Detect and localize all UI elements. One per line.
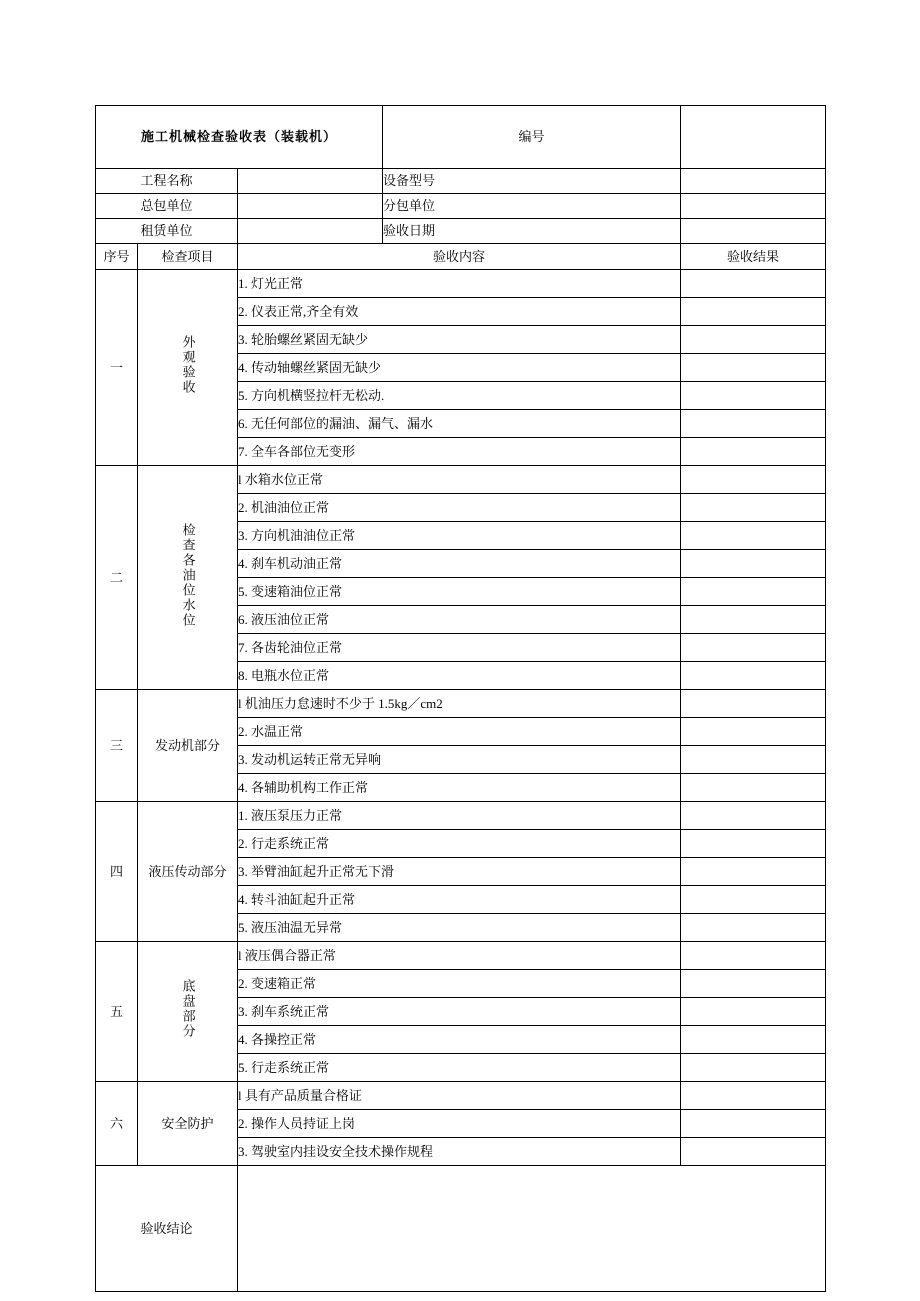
info-value-right[interactable] — [681, 194, 826, 219]
inspection-row — [96, 802, 826, 830]
section-category: 安全防护 — [138, 1082, 238, 1166]
inspection-item: 5. 变速箱油位正常 — [238, 578, 681, 606]
number-label: 编号 — [383, 106, 681, 169]
inspection-item: 1. 灯光正常 — [238, 270, 681, 298]
inspection-form-page — [95, 105, 825, 1292]
inspection-row — [96, 466, 826, 494]
inspection-item: l 具有产品质量合格证 — [238, 1082, 681, 1110]
conclusion-row — [96, 1166, 826, 1292]
inspection-item: 2. 行走系统正常 — [238, 830, 681, 858]
section-seq: 一 — [96, 270, 138, 466]
section-seq: 五 — [96, 942, 138, 1082]
inspection-item: 3. 举臂油缸起升正常无下滑 — [238, 858, 681, 886]
section-seq: 四 — [96, 802, 138, 942]
inspection-row — [96, 690, 826, 718]
inspection-item: 4. 各辅助机构工作正常 — [238, 774, 681, 802]
inspection-item: 5. 行走系统正常 — [238, 1054, 681, 1082]
inspection-item: 6. 液压油位正常 — [238, 606, 681, 634]
inspection-item: 4. 刹车机动油正常 — [238, 550, 681, 578]
info-label-left: 工程名称 — [96, 169, 238, 194]
header-result: 验收结果 — [681, 244, 826, 270]
inspection-item: 7. 各齿轮油位正常 — [238, 634, 681, 662]
conclusion-field[interactable] — [238, 1166, 826, 1292]
info-row — [96, 169, 826, 194]
section-seq: 六 — [96, 1082, 138, 1166]
inspection-result-field[interactable] — [681, 298, 826, 326]
inspection-item: 2. 水温正常 — [238, 718, 681, 746]
info-value-left[interactable] — [238, 194, 383, 219]
info-row — [96, 194, 826, 219]
inspection-result-field[interactable] — [681, 1026, 826, 1054]
section-category-label: 底盘部分 — [180, 979, 196, 1040]
inspection-item: 3. 发动机运转正常无异响 — [238, 746, 681, 774]
section-category — [138, 466, 238, 690]
inspection-item: 2. 变速箱正常 — [238, 970, 681, 998]
inspection-row — [96, 942, 826, 970]
info-label-left: 总包单位 — [96, 194, 238, 219]
inspection-result-field[interactable] — [681, 998, 826, 1026]
inspection-result-field[interactable] — [681, 438, 826, 466]
inspection-item: 5. 方向机横竖拉杆无松动. — [238, 382, 681, 410]
info-label-left: 租赁单位 — [96, 219, 238, 244]
inspection-item: 4. 传动轴螺丝紧固无缺少 — [238, 354, 681, 382]
inspection-result-field[interactable] — [681, 970, 826, 998]
inspection-item: l 机油压力怠速时不少于 1.5kg／cm2 — [238, 690, 681, 718]
inspection-result-field[interactable] — [681, 354, 826, 382]
inspection-result-field[interactable] — [681, 410, 826, 438]
inspection-row — [96, 1082, 826, 1110]
inspection-item: 2. 操作人员持证上岗 — [238, 1110, 681, 1138]
inspection-item: 8. 电瓶水位正常 — [238, 662, 681, 690]
section-category: 发动机部分 — [138, 690, 238, 802]
section-category-label: 检查各油位水位 — [180, 522, 196, 628]
section-seq: 三 — [96, 690, 138, 802]
inspection-result-field[interactable] — [681, 718, 826, 746]
info-value-right[interactable] — [681, 169, 826, 194]
info-value-right[interactable] — [681, 219, 826, 244]
title-row — [96, 106, 826, 169]
inspection-item: 4. 各操控正常 — [238, 1026, 681, 1054]
inspection-result-field[interactable] — [681, 746, 826, 774]
inspection-result-field[interactable] — [681, 382, 826, 410]
inspection-result-field[interactable] — [681, 270, 826, 298]
inspection-item: 7. 全车各部位无变形 — [238, 438, 681, 466]
number-value-field[interactable] — [681, 106, 826, 169]
inspection-item: l 液压偶合器正常 — [238, 942, 681, 970]
inspection-result-field[interactable] — [681, 942, 826, 970]
inspection-result-field[interactable] — [681, 522, 826, 550]
inspection-result-field[interactable] — [681, 326, 826, 354]
inspection-item: 3. 轮胎螺丝紧固无缺少 — [238, 326, 681, 354]
inspection-form-table — [95, 105, 826, 1292]
header-content: 验收内容 — [238, 244, 681, 270]
inspection-result-field[interactable] — [681, 1138, 826, 1166]
inspection-item: 3. 驾驶室内挂设安全技术操作规程 — [238, 1138, 681, 1166]
inspection-result-field[interactable] — [681, 774, 826, 802]
inspection-item: 3. 方向机油油位正常 — [238, 522, 681, 550]
inspection-item: 6. 无任何部位的漏油、漏气、漏水 — [238, 410, 681, 438]
inspection-result-field[interactable] — [681, 690, 826, 718]
inspection-row — [96, 270, 826, 298]
inspection-result-field[interactable] — [681, 634, 826, 662]
inspection-result-field[interactable] — [681, 1110, 826, 1138]
inspection-item: 5. 液压油温无异常 — [238, 914, 681, 942]
inspection-result-field[interactable] — [681, 494, 826, 522]
info-label-right: 设备型号 — [383, 169, 681, 194]
inspection-result-field[interactable] — [681, 578, 826, 606]
info-value-left[interactable] — [238, 169, 383, 194]
section-seq: 二 — [96, 466, 138, 690]
inspection-result-field[interactable] — [681, 858, 826, 886]
inspection-result-field[interactable] — [681, 1082, 826, 1110]
inspection-item: l 水箱水位正常 — [238, 466, 681, 494]
section-category — [138, 942, 238, 1082]
inspection-result-field[interactable] — [681, 1054, 826, 1082]
section-category: 液压传动部分 — [138, 802, 238, 942]
inspection-result-field[interactable] — [681, 606, 826, 634]
inspection-result-field[interactable] — [681, 466, 826, 494]
inspection-item: 1. 液压泵压力正常 — [238, 802, 681, 830]
header-seq: 序号 — [96, 244, 138, 270]
header-category: 检查项目 — [138, 244, 238, 270]
page-title: 施工机械检查验收表（装载机） — [96, 106, 383, 169]
inspection-result-field[interactable] — [681, 886, 826, 914]
inspection-result-field[interactable] — [681, 662, 826, 690]
info-row — [96, 219, 826, 244]
conclusion-label: 验收结论 — [96, 1166, 238, 1292]
info-label-right: 验收日期 — [383, 219, 681, 244]
inspection-item: 2. 仪表正常,齐全有效 — [238, 298, 681, 326]
inspection-item: 4. 转斗油缸起升正常 — [238, 886, 681, 914]
info-value-left[interactable] — [238, 219, 383, 244]
section-category — [138, 270, 238, 466]
section-category-label: 外观验收 — [180, 335, 196, 396]
table-header-row — [96, 244, 826, 270]
inspection-result-field[interactable] — [681, 802, 826, 830]
inspection-item: 2. 机油油位正常 — [238, 494, 681, 522]
inspection-result-field[interactable] — [681, 550, 826, 578]
inspection-result-field[interactable] — [681, 914, 826, 942]
inspection-result-field[interactable] — [681, 830, 826, 858]
info-label-right: 分包单位 — [383, 194, 681, 219]
inspection-item: 3. 刹车系统正常 — [238, 998, 681, 1026]
